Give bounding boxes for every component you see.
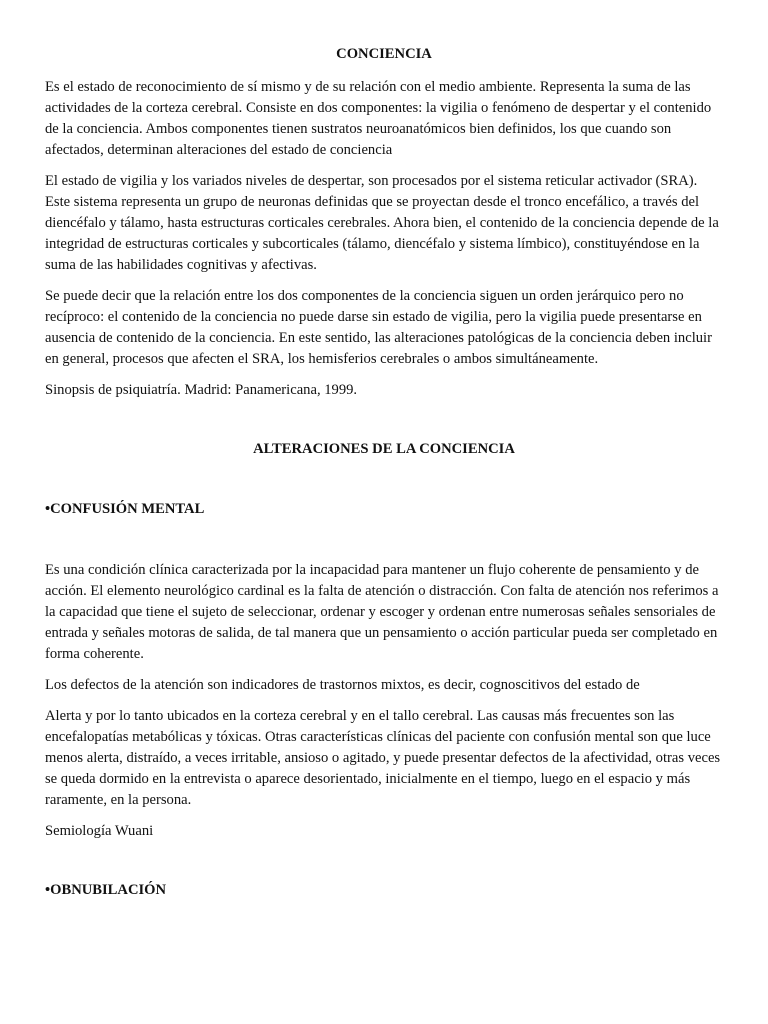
- obnubilacion-heading: •OBNUBILACIÓN: [45, 882, 167, 898]
- confusion-paragraph-3: Alerta y por lo tanto ubicados en la corteza cerebral y en el tallo cerebral. Las causas más frecuentes son las encefalopatías metabólicas y tóxicas. Otras características clínicas del paciente con confusión mental son que luce menos alerta, distraído, a veces irritable, ansioso o agitado, y puede presentar defectos de la afectividad, otras veces se queda dormido en la entrevista o aparece desorientado, inicialmente en el tiempo, luego en el espacio y más raramente, en la persona.: [45, 708, 721, 808]
- intro-paragraph-3: Se puede decir que la relación entre los dos componentes de la conciencia siguen un orden jerárquico pero no recíproco: el contenido de la conciencia no puede darse sin estado de vigilia, pero la vigilia puede presentarse en ausencia de contenido de la conciencia. En este sentido, las alteraciones patológicas de la conciencia deben incluir en general, procesos que afecten el SRA, los hemisferios cerebrales o ambos simultáneamente.: [45, 288, 712, 367]
- confusion-heading: •CONFUSIÓN MENTAL: [45, 501, 205, 517]
- page-title: CONCIENCIA: [336, 46, 432, 62]
- section-title: ALTERACIONES DE LA CONCIENCIA: [253, 441, 515, 457]
- confusion-source: Semiología Wuani: [45, 823, 154, 839]
- confusion-paragraph-1: Es una condición clínica caracterizada por la incapacidad para mantener un flujo coherente de pensamiento y de acción. El elemento neurológico cardinal es la falta de atención o distracción. Con falta de atención nos referimos a la capacidad que tiene el sujeto de seleccionar, ordenar y escoger y ordenan entre numerosas señales sensoriales de entrada y señales motoras de salida, de tal manera que un pensamiento o acción particular pueda ser completado en forma coherente.: [45, 562, 719, 662]
- intro-source: Sinopsis de psiquiatría. Madrid: Panamericana, 1999.: [45, 382, 358, 398]
- intro-paragraph-1: Es el estado de reconocimiento de sí mismo y de su relación con el medio ambiente. Representa la suma de las actividades de la corteza cerebral. Consiste en dos componentes: la vigilia o fenómeno de despertar y el contenido de la conciencia. Ambos componentes tienen sustratos neuroanatómicos bien definidos, los que cuando son afectados, determinan alteraciones del estado de conciencia: [45, 79, 712, 158]
- intro-paragraph-2: El estado de vigilia y los variados niveles de despertar, son procesados por el sistema reticular activador (SRA). Este sistema representa un grupo de neuronas definidas que se proyectan desde el tronco encefálico, a través del diencéfalo y tálamo, hasta estructuras corticales cerebrales. Ahora bien, el contenido de la conciencia depende de la integridad de estructuras corticales y subcorticales (tálamo, diencéfalo y sistema límbico), constituyéndose en la suma de las habilidades cognitivas y afectivas.: [45, 173, 719, 273]
- document-page: [45, 44, 723, 901]
- confusion-paragraph-2: Los defectos de la atención son indicadores de trastornos mixtos, es decir, cognoscitivos del estado de: [45, 677, 640, 693]
